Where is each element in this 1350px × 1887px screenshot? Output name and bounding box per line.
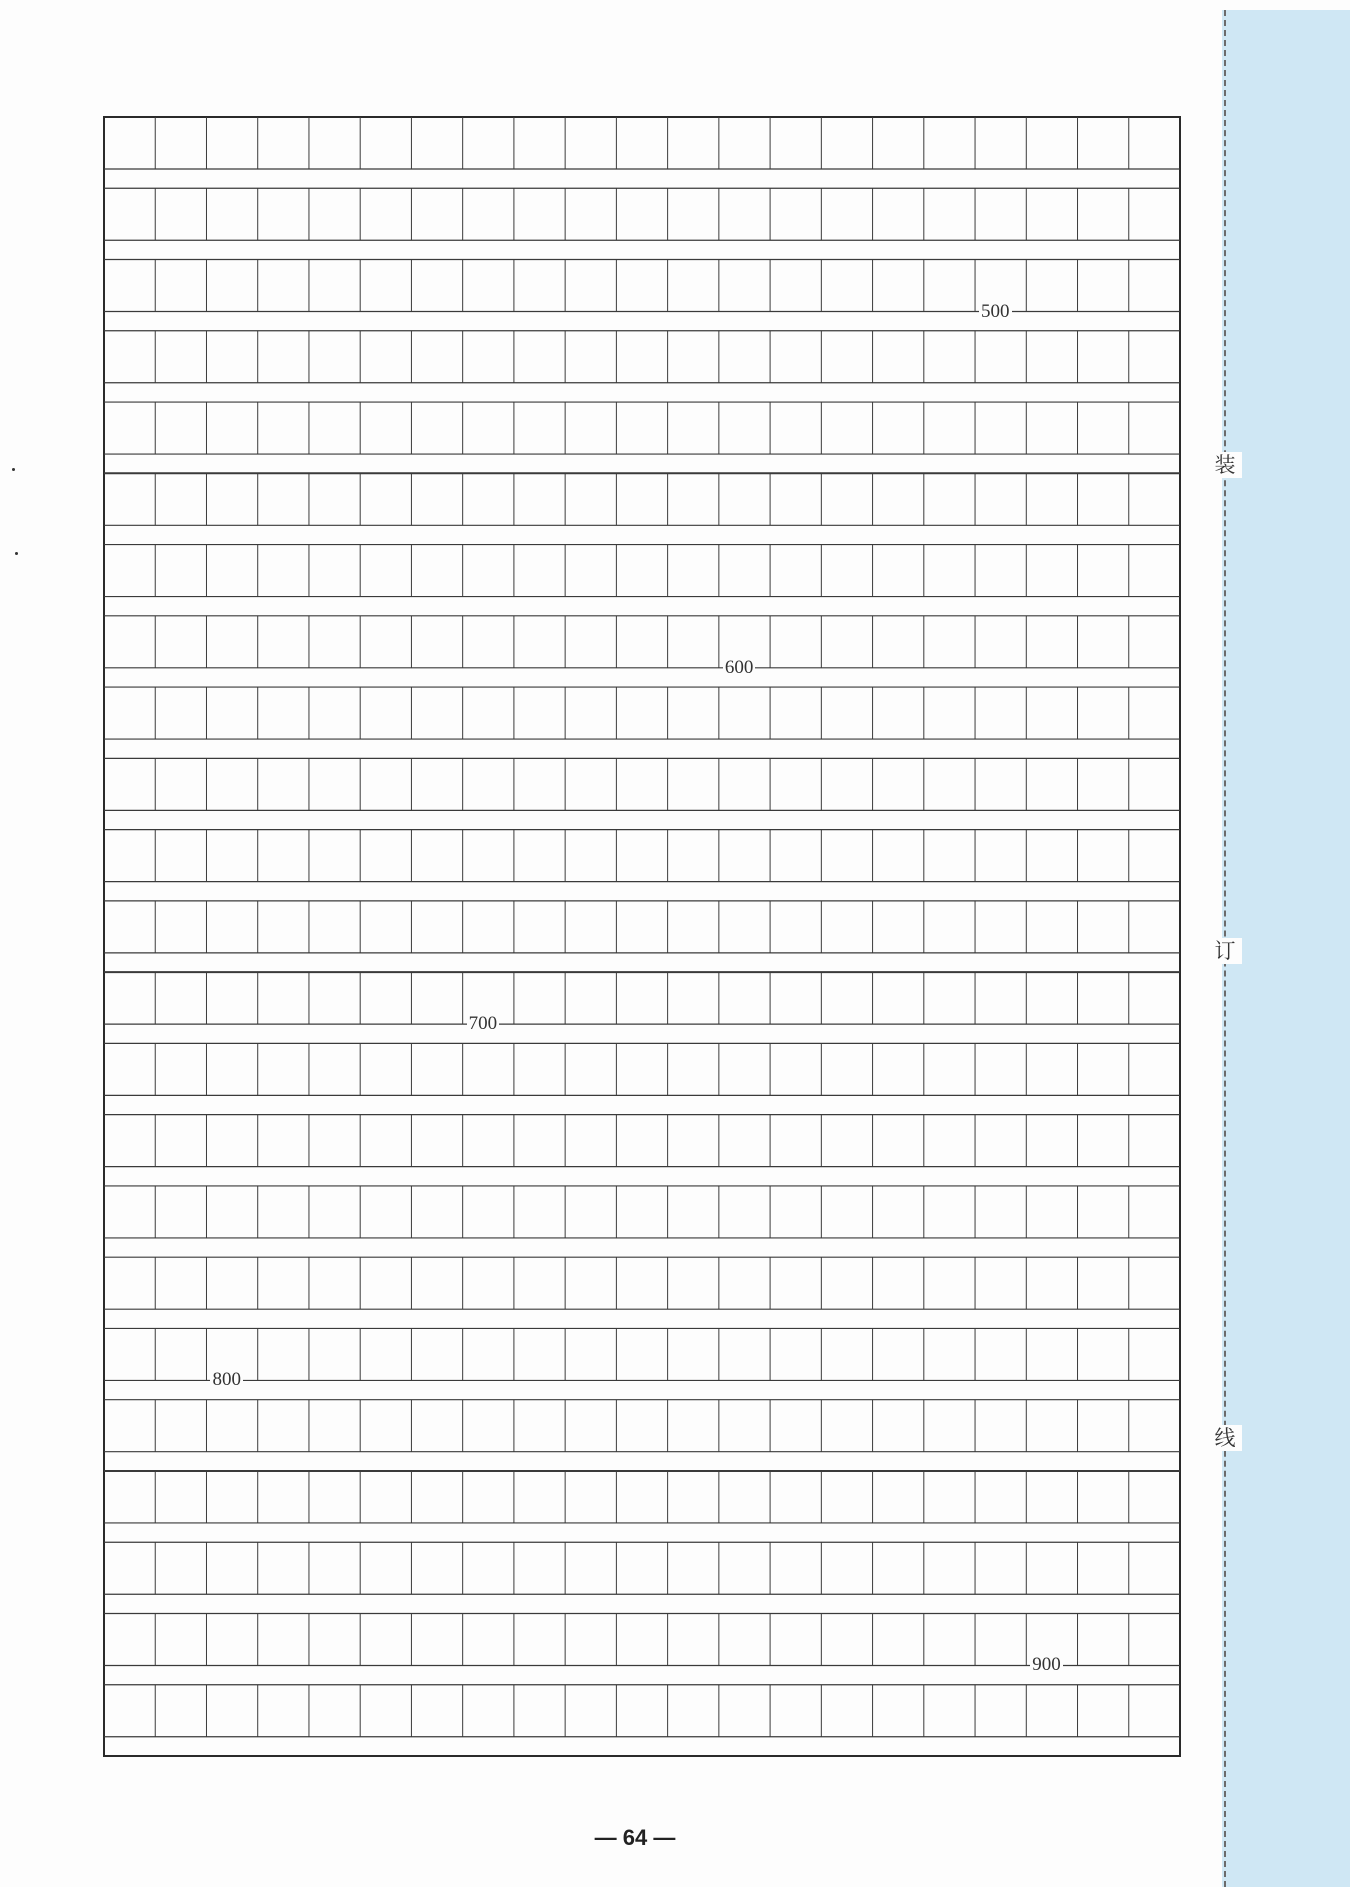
grid-frame [104,117,1180,1756]
word-count-marker-500: 500 [981,300,1010,322]
footer-dash-left: — [594,1825,623,1850]
page-footer [0,1825,1270,1851]
word-count-marker-900: 900 [1032,1654,1061,1676]
binding-label-xian: 线 [1208,1425,1242,1451]
word-count-marker-600: 600 [724,656,754,678]
binding-label-zhuang: 装 [1208,452,1242,478]
word-count-marker-700: 700 [468,1013,498,1035]
word-count-marker-800: 800 [212,1369,241,1391]
page-number: 64 [622,1825,648,1850]
footer-dash-right: — [647,1825,676,1850]
binding-label-ding: 订 [1208,938,1242,964]
